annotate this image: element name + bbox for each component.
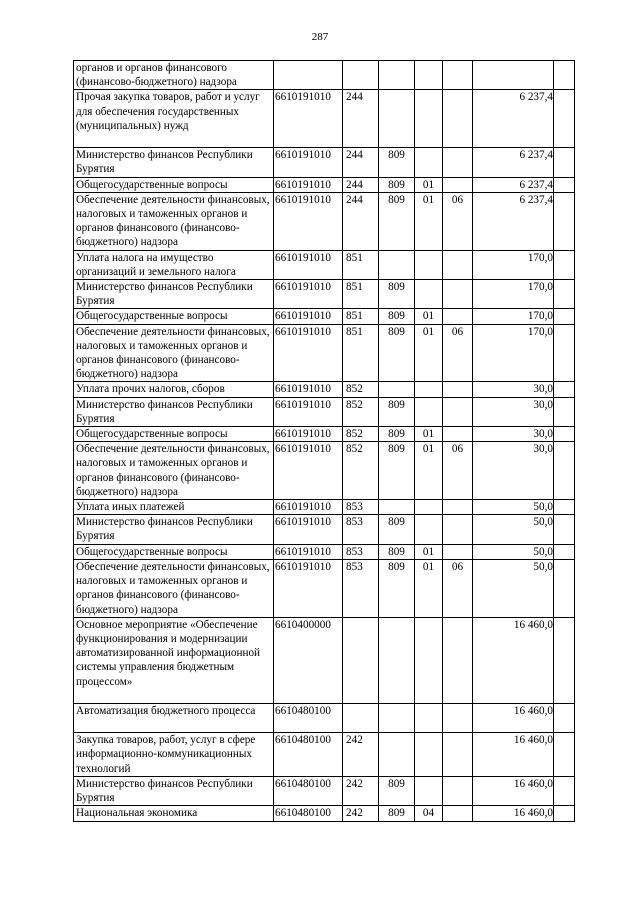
- target-code-cell: 6610191010: [274, 148, 343, 177]
- subsection-cell: [443, 617, 473, 703]
- amount-cell: 50,0: [473, 515, 554, 544]
- table-row: [74, 500, 575, 515]
- table-row: [74, 61, 575, 90]
- target-code-cell: 6610191010: [274, 192, 343, 250]
- empty-cell: [554, 309, 575, 324]
- expense-type-cell: 852: [343, 397, 379, 426]
- subsection-cell: 06: [443, 559, 473, 617]
- target-code-cell: 6610480100: [274, 806, 343, 821]
- empty-cell: [554, 776, 575, 805]
- empty-cell: [554, 397, 575, 426]
- table-row: [74, 806, 575, 821]
- subsection-cell: [443, 61, 473, 90]
- amount-cell: 50,0: [473, 500, 554, 515]
- section-cell: [415, 397, 443, 426]
- target-code-cell: 6610191010: [274, 559, 343, 617]
- administrator-code-cell: 809: [379, 515, 415, 544]
- subsection-cell: [443, 733, 473, 777]
- amount-cell: 170,0: [473, 324, 554, 382]
- expense-type-cell: 853: [343, 500, 379, 515]
- table-row: [74, 177, 575, 192]
- section-cell: [415, 148, 443, 177]
- expense-type-cell: 853: [343, 559, 379, 617]
- section-cell: [415, 250, 443, 279]
- section-cell: [415, 733, 443, 777]
- administrator-code-cell: 809: [379, 776, 415, 805]
- administrator-code-cell: 809: [379, 192, 415, 250]
- administrator-code-cell: [379, 617, 415, 703]
- amount-cell: 16 460,0: [473, 806, 554, 821]
- empty-cell: [554, 806, 575, 821]
- target-code-cell: 6610480100: [274, 703, 343, 732]
- administrator-code-cell: [379, 61, 415, 90]
- target-code-cell: 6610480100: [274, 776, 343, 805]
- section-cell: [415, 500, 443, 515]
- empty-cell: [554, 324, 575, 382]
- table-row: [74, 192, 575, 250]
- target-code-cell: 6610191010: [274, 280, 343, 309]
- empty-cell: [554, 442, 575, 500]
- subsection-cell: 06: [443, 324, 473, 382]
- target-code-cell: 6610191010: [274, 500, 343, 515]
- empty-cell: [554, 703, 575, 732]
- row-name-cell: Общегосударственные вопросы: [74, 309, 274, 324]
- subsection-cell: [443, 309, 473, 324]
- target-code-cell: 6610191010: [274, 324, 343, 382]
- empty-cell: [554, 500, 575, 515]
- administrator-code-cell: 809: [379, 324, 415, 382]
- administrator-code-cell: 809: [379, 309, 415, 324]
- table-row: [74, 703, 575, 732]
- administrator-code-cell: [379, 250, 415, 279]
- administrator-code-cell: 809: [379, 442, 415, 500]
- expense-type-cell: 852: [343, 442, 379, 500]
- administrator-code-cell: 809: [379, 280, 415, 309]
- target-code-cell: 6610400000: [274, 617, 343, 703]
- expense-type-cell: 851: [343, 309, 379, 324]
- expense-type-cell: 242: [343, 733, 379, 777]
- administrator-code-cell: [379, 733, 415, 777]
- section-cell: 01: [415, 192, 443, 250]
- table-row: [74, 442, 575, 500]
- administrator-code-cell: 809: [379, 559, 415, 617]
- expense-type-cell: [343, 703, 379, 732]
- amount-cell: 16 460,0: [473, 776, 554, 805]
- table-row: [74, 90, 575, 148]
- target-code-cell: 6610480100: [274, 733, 343, 777]
- subsection-cell: 06: [443, 192, 473, 250]
- row-name-cell: Министерство финансов Республики Бурятия: [74, 397, 274, 426]
- row-name-cell: Основное мероприятие «Обеспечение функционирования и модернизации автоматизированной информационной системы управления бюджетным процессом»: [74, 617, 274, 703]
- table-row: [74, 776, 575, 805]
- subsection-cell: 06: [443, 442, 473, 500]
- section-cell: [415, 61, 443, 90]
- row-name-cell: Министерство финансов Республики Бурятия: [74, 776, 274, 805]
- row-name-cell: Общегосударственные вопросы: [74, 544, 274, 559]
- subsection-cell: [443, 177, 473, 192]
- section-cell: 01: [415, 324, 443, 382]
- empty-cell: [554, 192, 575, 250]
- subsection-cell: [443, 397, 473, 426]
- row-name-cell: Общегосударственные вопросы: [74, 177, 274, 192]
- expense-type-cell: 244: [343, 148, 379, 177]
- row-name-cell: Прочая закупка товаров, работ и услуг для обеспечения государственных (муниципальных) нужд: [74, 90, 274, 148]
- target-code-cell: 6610191010: [274, 544, 343, 559]
- target-code-cell: 6610191010: [274, 309, 343, 324]
- empty-cell: [554, 61, 575, 90]
- row-name-cell: Министерство финансов Республики Бурятия: [74, 280, 274, 309]
- empty-cell: [554, 559, 575, 617]
- section-cell: [415, 90, 443, 148]
- amount-cell: 50,0: [473, 559, 554, 617]
- section-cell: [415, 382, 443, 397]
- amount-cell: 16 460,0: [473, 617, 554, 703]
- subsection-cell: [443, 544, 473, 559]
- row-name-cell: Уплата налога на имущество организаций и земельного налога: [74, 250, 274, 279]
- target-code-cell: 6610191010: [274, 427, 343, 442]
- subsection-cell: [443, 90, 473, 148]
- subsection-cell: [443, 500, 473, 515]
- target-code-cell: 6610191010: [274, 177, 343, 192]
- expense-type-cell: [343, 617, 379, 703]
- expense-type-cell: 853: [343, 544, 379, 559]
- page-number: 287: [311, 31, 329, 43]
- table-row: [74, 148, 575, 177]
- empty-cell: [554, 90, 575, 148]
- row-name-cell: Уплата иных платежей: [74, 500, 274, 515]
- section-cell: 01: [415, 442, 443, 500]
- amount-cell: [473, 61, 554, 90]
- table-row: [74, 515, 575, 544]
- target-code-cell: 6610191010: [274, 90, 343, 148]
- section-cell: [415, 617, 443, 703]
- expense-type-cell: 244: [343, 177, 379, 192]
- table-row: [74, 617, 575, 703]
- table-row: [74, 544, 575, 559]
- administrator-code-cell: 809: [379, 544, 415, 559]
- table-row: [74, 280, 575, 309]
- target-code-cell: 6610191010: [274, 515, 343, 544]
- administrator-code-cell: [379, 703, 415, 732]
- section-cell: 01: [415, 309, 443, 324]
- expense-type-cell: 851: [343, 324, 379, 382]
- row-name-cell: Закупка товаров, работ, услуг в сфере информационно-коммуникационных технологий: [74, 733, 274, 777]
- table-row: [74, 397, 575, 426]
- expense-type-cell: 851: [343, 250, 379, 279]
- amount-cell: 30,0: [473, 442, 554, 500]
- row-name-cell: Уплата прочих налогов, сборов: [74, 382, 274, 397]
- expense-type-cell: [343, 61, 379, 90]
- target-code-cell: 6610191010: [274, 442, 343, 500]
- administrator-code-cell: 809: [379, 806, 415, 821]
- subsection-cell: [443, 703, 473, 732]
- subsection-cell: [443, 776, 473, 805]
- target-code-cell: 6610191010: [274, 397, 343, 426]
- amount-cell: 6 237,4: [473, 192, 554, 250]
- section-cell: [415, 703, 443, 732]
- section-cell: [415, 280, 443, 309]
- section-cell: [415, 776, 443, 805]
- row-name-cell: Министерство финансов Республики Бурятия: [74, 148, 274, 177]
- amount-cell: 16 460,0: [473, 733, 554, 777]
- administrator-code-cell: [379, 382, 415, 397]
- empty-cell: [554, 177, 575, 192]
- amount-cell: 6 237,4: [473, 90, 554, 148]
- row-name-cell: Обеспечение деятельности финансовых, налоговых и таможенных органов и органов финансового (финансово-бюджетного) надзора: [74, 442, 274, 500]
- administrator-code-cell: 809: [379, 397, 415, 426]
- section-cell: 01: [415, 177, 443, 192]
- row-name-cell: органов и органов финансового (финансово-бюджетного) надзора: [74, 61, 274, 90]
- administrator-code-cell: [379, 90, 415, 148]
- amount-cell: 30,0: [473, 427, 554, 442]
- table-row: [74, 427, 575, 442]
- table-row: [74, 733, 575, 777]
- expense-type-cell: 244: [343, 90, 379, 148]
- amount-cell: 6 237,4: [473, 148, 554, 177]
- table-row: [74, 309, 575, 324]
- subsection-cell: [443, 382, 473, 397]
- empty-cell: [554, 544, 575, 559]
- row-name-cell: Обеспечение деятельности финансовых, налоговых и таможенных органов и органов финансового (финансово-бюджетного) надзора: [74, 192, 274, 250]
- section-cell: [415, 515, 443, 544]
- subsection-cell: [443, 148, 473, 177]
- administrator-code-cell: 809: [379, 177, 415, 192]
- expense-type-cell: 242: [343, 806, 379, 821]
- row-name-cell: Обеспечение деятельности финансовых, налоговых и таможенных органов и органов финансового (финансово-бюджетного) надзора: [74, 559, 274, 617]
- amount-cell: 30,0: [473, 382, 554, 397]
- subsection-cell: [443, 806, 473, 821]
- empty-cell: [554, 250, 575, 279]
- table-body: [74, 61, 575, 822]
- subsection-cell: [443, 250, 473, 279]
- section-cell: 04: [415, 806, 443, 821]
- table-row: [74, 250, 575, 279]
- table-row: [74, 324, 575, 382]
- empty-cell: [554, 617, 575, 703]
- expense-type-cell: 852: [343, 382, 379, 397]
- expense-type-cell: 244: [343, 192, 379, 250]
- empty-cell: [554, 427, 575, 442]
- empty-cell: [554, 148, 575, 177]
- target-code-cell: [274, 61, 343, 90]
- subsection-cell: [443, 515, 473, 544]
- subsection-cell: [443, 280, 473, 309]
- empty-cell: [554, 382, 575, 397]
- target-code-cell: 6610191010: [274, 382, 343, 397]
- section-cell: 01: [415, 427, 443, 442]
- administrator-code-cell: [379, 500, 415, 515]
- amount-cell: 16 460,0: [473, 703, 554, 732]
- row-name-cell: Министерство финансов Республики Бурятия: [74, 515, 274, 544]
- empty-cell: [554, 733, 575, 777]
- administrator-code-cell: 809: [379, 148, 415, 177]
- empty-cell: [554, 515, 575, 544]
- table-row: [74, 382, 575, 397]
- row-name-cell: Общегосударственные вопросы: [74, 427, 274, 442]
- expense-type-cell: 853: [343, 515, 379, 544]
- amount-cell: 50,0: [473, 544, 554, 559]
- empty-cell: [554, 280, 575, 309]
- target-code-cell: 6610191010: [274, 250, 343, 279]
- row-name-cell: Национальная экономика: [74, 806, 274, 821]
- section-cell: 01: [415, 559, 443, 617]
- expense-type-cell: 242: [343, 776, 379, 805]
- amount-cell: 170,0: [473, 250, 554, 279]
- expense-type-cell: 851: [343, 280, 379, 309]
- table-row: [74, 559, 575, 617]
- row-name-cell: Автоматизация бюджетного процесса: [74, 703, 274, 732]
- amount-cell: 30,0: [473, 397, 554, 426]
- amount-cell: 170,0: [473, 309, 554, 324]
- row-name-cell: Обеспечение деятельности финансовых, налоговых и таможенных органов и органов финансового (финансово-бюджетного) надзора: [74, 324, 274, 382]
- amount-cell: 170,0: [473, 280, 554, 309]
- budget-table: [73, 60, 575, 822]
- amount-cell: 6 237,4: [473, 177, 554, 192]
- administrator-code-cell: 809: [379, 427, 415, 442]
- subsection-cell: [443, 427, 473, 442]
- expense-type-cell: 852: [343, 427, 379, 442]
- section-cell: 01: [415, 544, 443, 559]
